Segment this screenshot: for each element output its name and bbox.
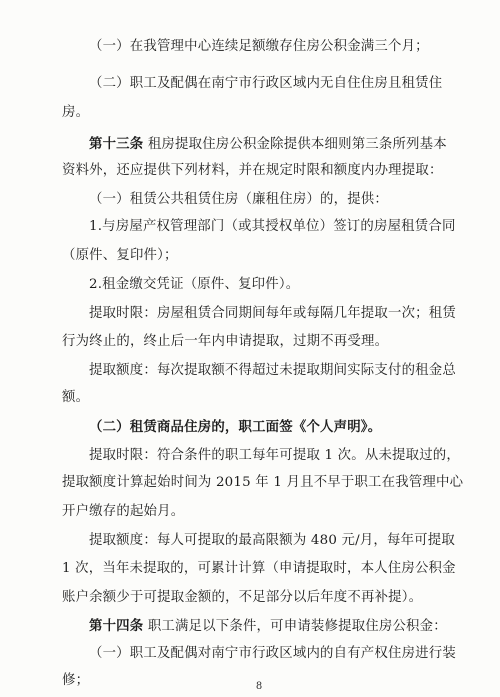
article-13-text: 租房提取住房公积金除提供本细则第三条所列基本 <box>143 137 447 152</box>
text-line: 资料外，还应提供下列材料，并在规定时限和额度内办理提取： <box>62 163 443 178</box>
text-line: 提取额度：每次提取额不得超过未提取期间实际支付的租金总 <box>89 363 456 378</box>
page-number: 8 <box>255 681 263 692</box>
text-line: 2.租金缴交凭证（原件、复印件）。 <box>89 277 300 292</box>
text-line: 提取额度：每人可提取的最高限额为 480 元/月，每年可提取 <box>89 533 455 548</box>
text-line: （一）租赁公共租赁住房（廉租住房）的，提供： <box>89 192 388 207</box>
text-line: （二）租赁商品住房的，职工面签《个人声明》。 <box>89 419 382 435</box>
text-line: 提取额度计算起始时间为 2015 年 1 月且不早于职工在我管理中心 <box>62 475 464 490</box>
text-line: 行为终止的，终止后一年内申请提取，过期不再受理。 <box>62 334 389 349</box>
article-14-heading: 第十四条 <box>89 618 144 634</box>
text-line: （一）在我管理中心连续足额缴存住房公积金满三个月； <box>89 39 429 54</box>
text-line: （一）职工及配偶对南宁市行政区域内的自有产权住房进行装 <box>89 646 456 661</box>
text-line: 提取时限：房屋租赁合同期间每年或每隔几年提取一次；租赁 <box>89 306 456 321</box>
text-line: （二）职工及配偶在南宁市行政区域内无自住住房且租赁住 <box>89 76 443 91</box>
text-line: 修； <box>62 673 90 688</box>
text-line: （原件、复印件）； <box>62 248 178 263</box>
text-line: 提取时限：符合条件的职工每年可提取 1 次。从未提取过的， <box>89 448 460 463</box>
text-line: 房。 <box>62 105 90 120</box>
text-line: 账户余额少于可提取金额的，不足部分以后年度不再补提）。 <box>62 590 423 605</box>
text-line: 1 次，当年未提取的，可累计计算（申请提取时，本人住房公积金 <box>62 561 456 576</box>
article-13-heading: 第十三条 <box>89 136 144 152</box>
text-line: 额。 <box>62 390 90 405</box>
article-14-line <box>89 617 447 636</box>
text-line: 开户缴存的起始月。 <box>62 504 185 519</box>
article-14-text: 职工满足以下条件，可申请装修提取住房公积金： <box>143 619 447 634</box>
text-line: 1.与房屋产权管理部门（或其授权单位）签订的房屋租赁合同 <box>89 219 456 234</box>
article-13-line <box>89 135 447 154</box>
